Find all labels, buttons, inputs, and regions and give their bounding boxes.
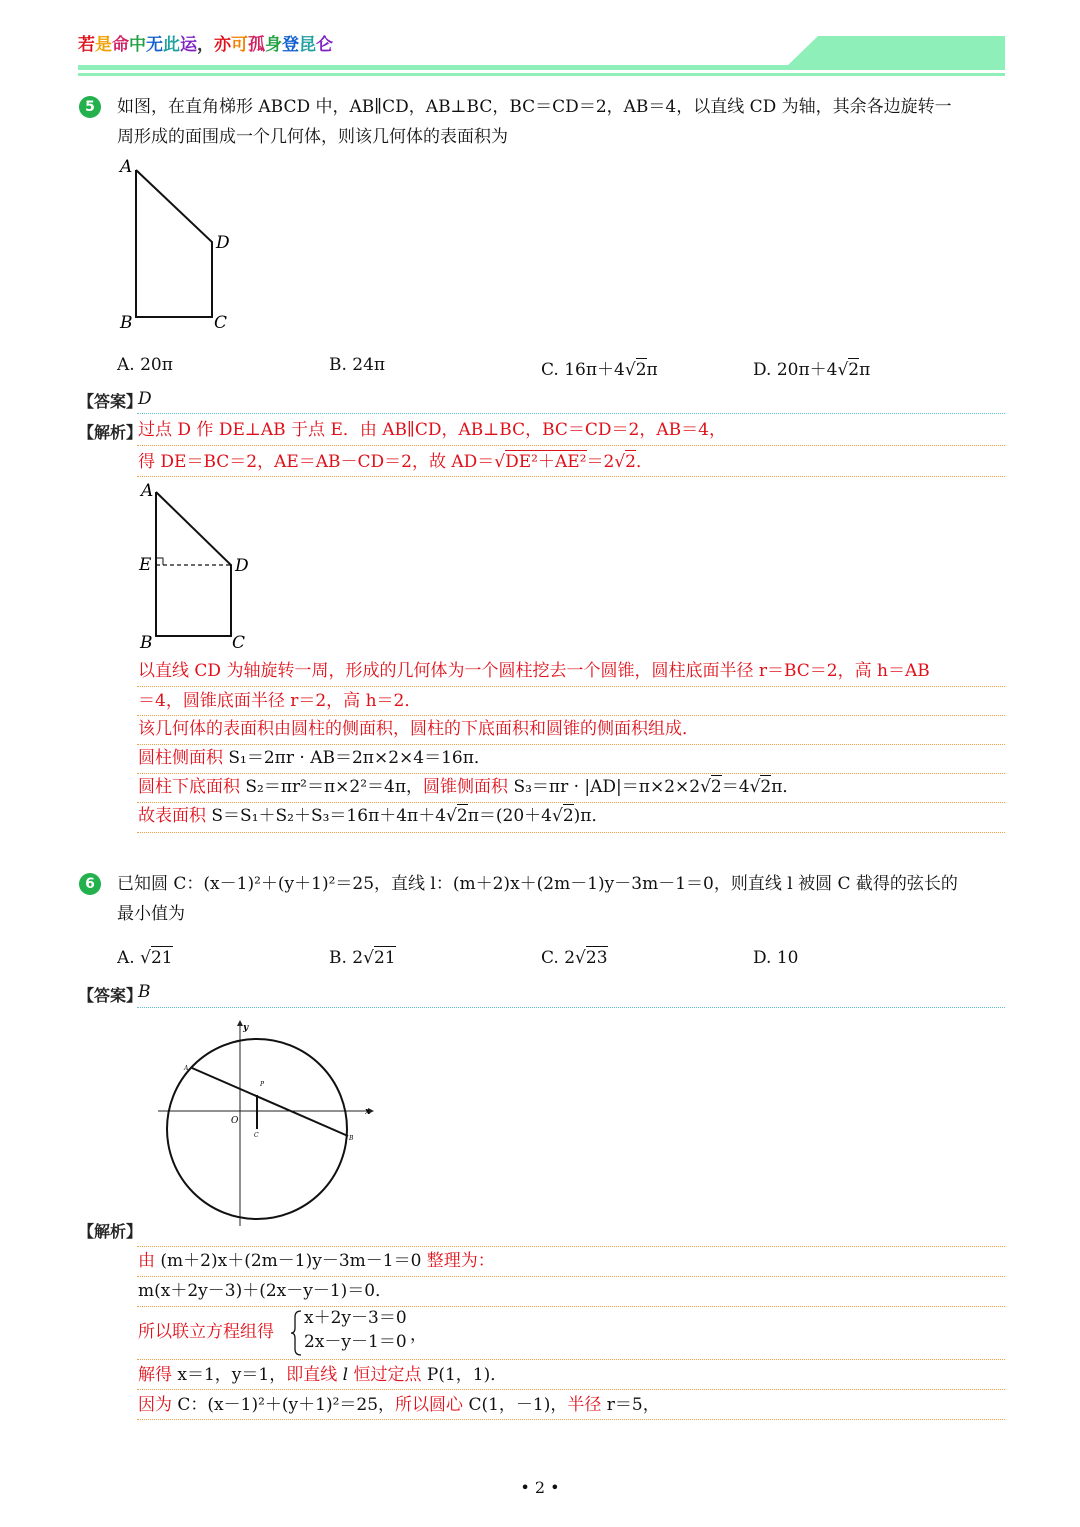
radicand: 21: [373, 948, 396, 968]
text: π＝(20＋4: [467, 806, 552, 826]
origin-label: O: [231, 1116, 239, 1126]
text: ．: [636, 452, 653, 472]
axis-label-y: y: [243, 1023, 249, 1033]
answer-label: 【答案】: [78, 986, 143, 1005]
radicand: 23: [585, 948, 608, 968]
analysis-line: m(x＋2y－3)＋(2x－y－1)＝0．: [138, 1281, 393, 1301]
option-d[interactable]: D. 20π＋4√2π: [753, 360, 871, 380]
slogan-char: 身: [265, 35, 282, 55]
analysis-line: ＝4，圆锥底面半径 r＝2，高 h＝2．: [138, 691, 422, 711]
radicand: 2: [848, 360, 860, 380]
analysis-line: [138, 743, 491, 773]
question-number-badge: 6: [79, 873, 101, 895]
divider: [137, 832, 1005, 833]
option-a[interactable]: A. 20π: [117, 355, 173, 375]
figure-label-E: E: [139, 555, 152, 575]
text: 恒过定点: [348, 1365, 427, 1385]
text: S₃＝πr · |AD|＝π×2×2: [513, 777, 701, 797]
radicand: DE²＋AE²: [505, 452, 587, 472]
text: 半径: [567, 1395, 607, 1415]
figure-label-A: A: [141, 481, 154, 501]
option-text: A.: [117, 948, 141, 968]
option-d[interactable]: D. 10: [753, 948, 799, 968]
analysis-line: 以直线 CD 为轴旋转一周，形成的几何体为一个圆柱挖去一个圆锥，圆柱底面半径 r＝BC＝2，高 h＝AB: [138, 661, 930, 681]
question-text-line: 最小值为: [117, 904, 185, 924]
option-text: π: [859, 360, 871, 380]
text: P(1，1)．: [426, 1365, 508, 1385]
figure-label-A: A: [120, 157, 133, 177]
radicand: 2: [635, 360, 647, 380]
analysis-label: 【解析】: [78, 423, 143, 442]
text: 故表面积: [138, 806, 212, 826]
page-number: • 2 •: [520, 1478, 560, 1497]
text: π．: [771, 777, 800, 797]
figure-label-D: D: [216, 233, 230, 253]
option-text: C. 16π＋4: [541, 360, 625, 380]
slogan-char: 昆: [299, 35, 316, 55]
radicand: 2: [625, 452, 636, 472]
slogan-char: 亦: [214, 35, 231, 55]
text: ＝4: [721, 777, 750, 797]
slogan-char: 若: [78, 35, 95, 55]
question-text-line: 已知圆 C：(x－1)²＋(y＋1)²＝25，直线 l：(m＋2)x＋(2m－1)y－3m－1＝0，则直线 l 被圆 C 截得的弦长的: [117, 874, 958, 894]
text: C：(x－1)²＋(y＋1)²＝25，: [177, 1395, 396, 1415]
divider: [137, 413, 1005, 414]
text: 由: [138, 1251, 161, 1271]
point-label-B: B: [349, 1135, 354, 1142]
option-a[interactable]: A. √21: [117, 948, 173, 968]
divider: [137, 1007, 1005, 1008]
equation-line: 2x－y－1＝0: [304, 1332, 407, 1352]
answer-label: 【答案】: [78, 392, 143, 411]
text: x＝1，y＝1，: [177, 1365, 287, 1385]
question-text-line: 周形成的面围成一个几何体，则该几何体的表面积为: [117, 127, 508, 147]
option-c[interactable]: C. 16π＋4√2π: [541, 360, 658, 380]
text: 圆柱下底面积: [138, 777, 246, 797]
radicand: 2: [710, 777, 722, 797]
option-text: π: [646, 360, 658, 380]
trapezoid-figure-with-height: [132, 478, 262, 658]
radicand: 2: [760, 777, 772, 797]
option-text: D. 20π＋4: [753, 360, 838, 380]
divider: [137, 1419, 1005, 1420]
slogan-char: 孤: [248, 35, 265, 55]
analysis-line: 所以联立方程组得: [138, 1322, 274, 1342]
text: )π．: [573, 806, 609, 826]
radicand: 21: [150, 948, 173, 968]
figure-label-B: B: [120, 313, 133, 333]
slogan-char: 登: [282, 35, 299, 55]
divider: [137, 445, 1005, 446]
figure-label-C: C: [232, 633, 246, 653]
text: 圆锥侧面积: [423, 777, 514, 797]
answer-value: B: [138, 982, 151, 1002]
point-label-C: C: [254, 1132, 259, 1139]
equation-line: x＋2y－3＝0: [304, 1308, 407, 1328]
header-slogan: [78, 30, 333, 55]
axis-label-x: x: [365, 1107, 371, 1117]
text: S₁＝2πr · AB＝2π×2×4＝16π．: [228, 748, 491, 768]
figure-label-D: D: [235, 556, 249, 576]
analysis-line: [138, 1246, 495, 1276]
analysis-line: 过点 D 作 DE⊥AB 于点 E．由 AB∥CD，AB⊥BC，BC＝CD＝2，AB＝4，: [138, 420, 726, 440]
text: C(1，－1)，: [468, 1395, 568, 1415]
header-tab-shape: [786, 36, 1005, 67]
slogan-char: 是: [95, 35, 112, 55]
analysis-line: [138, 1390, 660, 1420]
divider: [137, 476, 1005, 477]
header-rule-thin: [78, 73, 1005, 76]
point-label-A: A: [184, 1065, 189, 1072]
text: 整理为：: [421, 1251, 495, 1271]
text: ＝2: [586, 452, 615, 472]
option-b[interactable]: B. 24π: [329, 355, 386, 375]
text: r＝5，: [606, 1395, 660, 1415]
figure-label-C: C: [214, 313, 228, 333]
text: ，: [410, 1325, 427, 1345]
text: 所以圆心: [395, 1395, 469, 1415]
text: 因为: [138, 1395, 178, 1415]
slogan-char: 运: [180, 35, 197, 55]
divider: [137, 1306, 1005, 1307]
slogan-char: 可: [231, 35, 248, 55]
circle-chord-figure: [158, 1016, 383, 1228]
analysis-line: 圆柱下底面积 S₂＝πr²＝π×2²＝4π，圆锥侧面积 S₃＝πr · |AD|＝π×2×2√2＝4√2π．: [138, 777, 800, 797]
option-c[interactable]: C. 2√23: [541, 948, 608, 968]
figure-label-B: B: [140, 633, 153, 653]
slogan-char: 中: [129, 35, 146, 55]
slogan-char: 此: [163, 35, 180, 55]
option-b[interactable]: B. 2√21: [329, 948, 396, 968]
analysis-line: 故表面积 S＝S₁＋S₂＋S₃＝16π＋4π＋4√2π＝(20＋4√2)π．: [138, 806, 609, 826]
trapezoid-figure: [110, 150, 250, 335]
question-number-badge: 5: [79, 96, 101, 118]
slogan-char: 无: [146, 35, 163, 55]
header-rule: [78, 65, 1005, 70]
option-text: C. 2: [541, 948, 576, 968]
text: (m＋2)x＋(2m－1)y－3m－1＝0: [160, 1251, 422, 1271]
analysis-line: 得 DE＝BC＝2，AE＝AB－CD＝2，故 AD＝√DE²＋AE²＝2√2．: [138, 452, 653, 472]
radicand: 2: [562, 806, 574, 826]
text: 解得: [138, 1365, 178, 1385]
text: S＝S₁＋S₂＋S₃＝16π＋4π＋4: [211, 806, 447, 826]
analysis-label: 【解析】: [78, 1222, 143, 1241]
option-text: B. 2: [329, 948, 364, 968]
answer-value: D: [138, 389, 152, 409]
analysis-line: [138, 1360, 507, 1390]
text: 得 DE＝BC＝2，AE＝AB－CD＝2，故 AD＝: [138, 452, 495, 472]
point-label-P: P: [260, 1081, 265, 1088]
text: 即直线: [286, 1365, 343, 1385]
slogan-char: ，: [197, 35, 214, 55]
radicand: 2: [456, 806, 468, 826]
analysis-line: 该几何体的表面积由圆柱的侧面积，圆柱的下底面积和圆锥的侧面积组成．: [138, 719, 699, 739]
question-text-line: 如图，在直角梯形 ABCD 中，AB∥CD，AB⊥BC，BC＝CD＝2，AB＝4，以直线 CD 为轴，其余各边旋转一: [117, 97, 952, 117]
brace-icon: [290, 1309, 302, 1357]
slogan-char: 仑: [316, 35, 333, 55]
slogan-char: 命: [112, 35, 129, 55]
text: S₂＝πr²＝π×2²＝4π，: [245, 777, 424, 797]
text: 圆柱侧面积: [138, 748, 229, 768]
text: l: [342, 1365, 349, 1385]
